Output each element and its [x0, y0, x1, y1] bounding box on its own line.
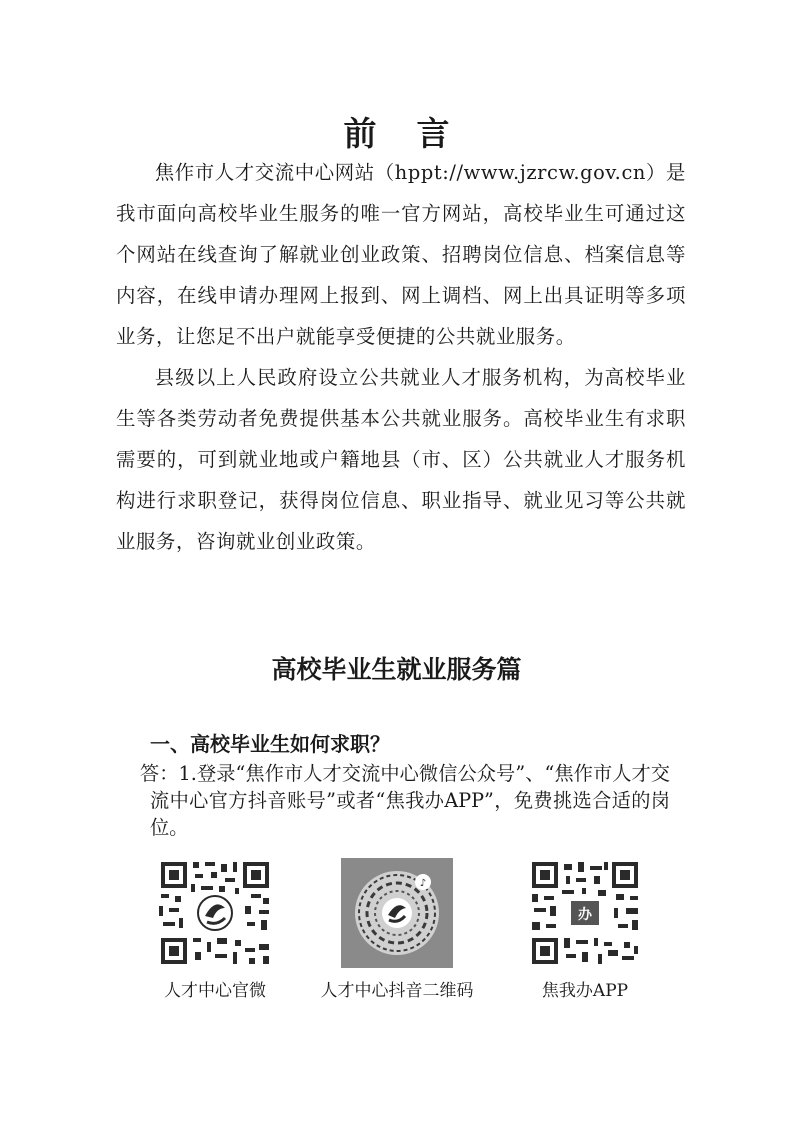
- qr-block-wechat: [130, 858, 300, 1002]
- section-title: 高校毕业生就业服务篇: [271, 655, 522, 684]
- page-title: 前言: [343, 114, 490, 153]
- question: 一、高校毕业生如何求职？: [150, 732, 390, 756]
- qr-caption-wechat: 人才中心官微: [164, 981, 266, 1001]
- qr-block-app: [500, 858, 670, 1002]
- answer: 答：1.登录“焦作市人才交流中心微信公众号”、“焦作市人才交流中心官方抖音账号”或者“焦我办APP”，免费挑选合适的岗位。: [140, 762, 670, 839]
- douyin-qr-code-icon: [341, 858, 453, 968]
- svg-text:办: 办: [578, 907, 592, 923]
- wechat-qr-code-icon: [155, 858, 275, 968]
- svg-text:♪: ♪: [419, 878, 427, 889]
- preface: [116, 152, 686, 562]
- qr-caption-douyin: 人才中心抖音二维码: [320, 981, 474, 1001]
- preface-paragraph-1: 焦作市人才交流中心网站（hppt://www.jzrcw.gov.cn）是我市面向高校毕业生服务的唯一官方网站，高校毕业生可通过这个网站在线查询了解就业创业政策、招聘岗位信息、档案信息等内容，在线申请办理网上报到、网上调档、网上出具证明等多项业务，让您足不出户就能享受便捷的公共就业服务。: [116, 161, 686, 348]
- qr-block-douyin: [312, 858, 482, 1002]
- qa-block: [140, 730, 670, 841]
- app-qr-code-icon: [528, 858, 642, 968]
- qr-caption-app: 焦我办APP: [541, 981, 629, 1001]
- preface-paragraph-2: 县级以上人民政府设立公共就业人才服务机构，为高校毕业生等各类劳动者免费提供基本公共就业服务。高校毕业生有求职需要的，可到就业地或户籍地县（市、区）公共就业人才服务机构进行求职登记，获得岗位信息、职业指导、就业见习等公共就业服务，咨询就业创业政策。: [116, 366, 686, 553]
